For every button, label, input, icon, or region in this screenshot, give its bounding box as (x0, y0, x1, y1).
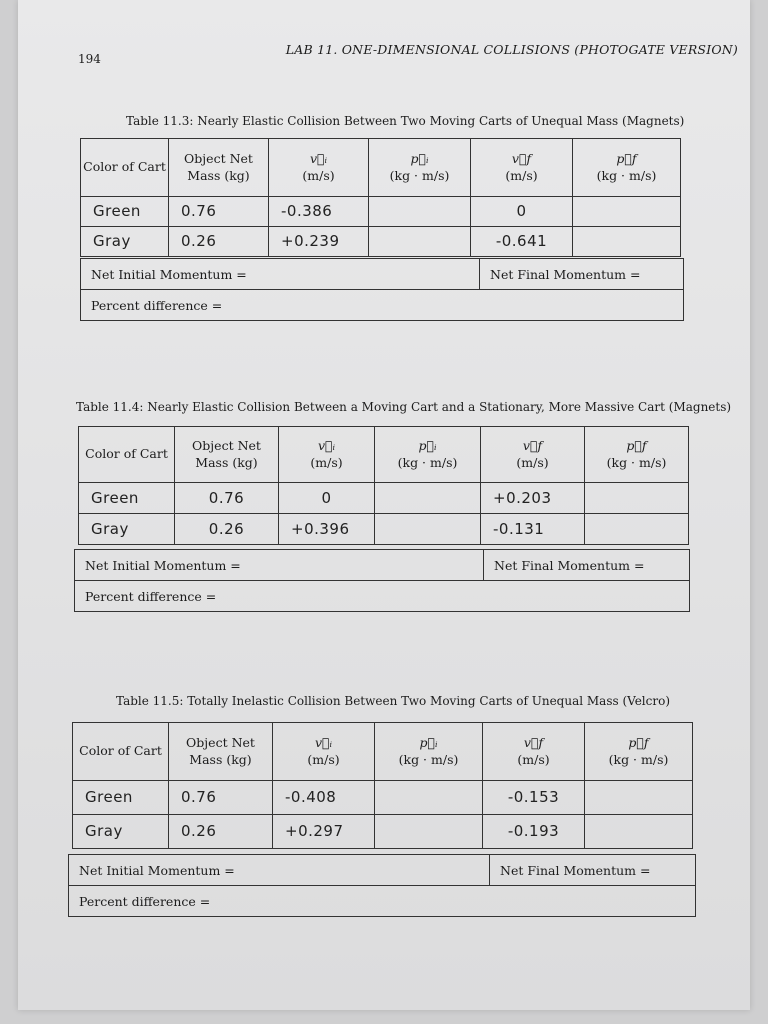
cell-mass[interactable]: 0.76 (175, 483, 279, 514)
pi-unit: (kg · m/s) (398, 751, 459, 767)
cell-color[interactable]: Green (81, 197, 169, 227)
pf-symbol: p⃗f (626, 437, 647, 453)
cell-mass[interactable]: 0.76 (169, 197, 269, 227)
cell-vi[interactable]: +0.396 (279, 514, 375, 545)
col-header-vi (273, 723, 375, 781)
cell-vf[interactable]: -0.131 (481, 514, 585, 545)
data-table-11-5 (72, 722, 693, 849)
cell-pi[interactable] (369, 227, 471, 257)
cell-vi[interactable]: +0.297 (273, 815, 375, 849)
cell-pi[interactable] (369, 197, 471, 227)
cell-color[interactable]: Green (73, 781, 169, 815)
vi-symbol: v⃗ᵢ (317, 437, 336, 453)
cell-mass[interactable]: 0.26 (169, 227, 269, 257)
cell-vi[interactable]: -0.408 (273, 781, 375, 815)
col-header-pf (585, 723, 693, 781)
pf-unit: (kg · m/s) (606, 454, 667, 470)
col-header-vi (279, 427, 375, 483)
cell-vf[interactable]: -0.193 (483, 815, 585, 849)
table-header-row (73, 723, 693, 781)
cell-pf[interactable] (585, 815, 693, 849)
table-caption: Table 11.4: Nearly Elastic Collision Between a Moving Cart and a Stationary, More Massive Cart (Magnets) (76, 400, 732, 414)
col-header-vi (269, 139, 369, 197)
table-header-row (79, 427, 689, 483)
cell-color[interactable]: Gray (73, 815, 169, 849)
table-row (73, 781, 693, 815)
col-header-pi (375, 427, 481, 483)
col-header-pi (369, 139, 471, 197)
pf-unit: (kg · m/s) (608, 751, 669, 767)
col-header-color: Color of Cart (73, 723, 169, 781)
net-initial-label: Net Initial Momentum = (85, 557, 241, 573)
cell-pf[interactable] (585, 514, 689, 545)
pi-unit: (kg · m/s) (389, 167, 450, 183)
cell-vf[interactable]: +0.203 (481, 483, 585, 514)
vi-unit: (m/s) (307, 751, 340, 767)
vi-unit: (m/s) (310, 454, 343, 470)
table-row (79, 483, 689, 514)
pi-symbol: p⃗ᵢ (418, 437, 437, 453)
pi-symbol: p⃗ᵢ (419, 734, 438, 750)
pf-symbol: p⃗f (616, 150, 637, 166)
net-final-label: Net Final Momentum = (483, 550, 689, 580)
cell-vf[interactable]: 0 (471, 197, 573, 227)
cell-pf[interactable] (573, 227, 681, 257)
vf-unit: (m/s) (516, 454, 549, 470)
momentum-summary (68, 854, 696, 917)
col-header-vf (481, 427, 585, 483)
col-header-mass: Object Net Mass (kg) (169, 723, 273, 781)
table-row (73, 815, 693, 849)
cell-vi[interactable]: 0 (279, 483, 375, 514)
data-table-11-3 (80, 138, 681, 257)
table-caption: Table 11.5: Totally Inelastic Collision Between Two Moving Carts of Unequal Mass (Velcro) (116, 694, 671, 708)
cell-vf[interactable]: -0.641 (471, 227, 573, 257)
vi-symbol: v⃗ᵢ (314, 734, 333, 750)
cell-pi[interactable] (375, 483, 481, 514)
document-page (18, 0, 750, 1010)
pi-symbol: p⃗ᵢ (410, 150, 429, 166)
vf-symbol: v⃗f (523, 734, 544, 750)
table-row (81, 227, 681, 257)
col-header-mass: Object Net Mass (kg) (175, 427, 279, 483)
table-header-row (81, 139, 681, 197)
data-table-11-4 (78, 426, 689, 545)
col-header-vf (471, 139, 573, 197)
col-header-pf (585, 427, 689, 483)
cell-color[interactable]: Green (79, 483, 175, 514)
vf-unit: (m/s) (505, 167, 538, 183)
col-header-color: Color of Cart (79, 427, 175, 483)
net-initial-label: Net Initial Momentum = (91, 266, 247, 282)
percent-diff-label: Percent difference = (79, 893, 211, 909)
vi-symbol: v⃗ᵢ (309, 150, 328, 166)
col-header-color: Color of Cart (81, 139, 169, 197)
cell-color[interactable]: Gray (81, 227, 169, 257)
pf-symbol: p⃗f (628, 734, 649, 750)
cell-color[interactable]: Gray (79, 514, 175, 545)
page-number: 194 (78, 52, 101, 66)
table-row (79, 514, 689, 545)
vf-unit: (m/s) (517, 751, 550, 767)
net-final-label: Net Final Momentum = (489, 855, 695, 885)
cell-mass[interactable]: 0.26 (169, 815, 273, 849)
cell-mass[interactable]: 0.76 (169, 781, 273, 815)
net-initial-label: Net Initial Momentum = (79, 862, 235, 878)
vf-symbol: v⃗f (522, 437, 543, 453)
cell-pf[interactable] (585, 483, 689, 514)
cell-vi[interactable]: +0.239 (269, 227, 369, 257)
table-row (81, 197, 681, 227)
vi-unit: (m/s) (302, 167, 335, 183)
cell-pi[interactable] (375, 514, 481, 545)
cell-pf[interactable] (573, 197, 681, 227)
cell-vi[interactable]: -0.386 (269, 197, 369, 227)
momentum-summary (80, 258, 684, 321)
percent-diff-label: Percent difference = (91, 297, 223, 313)
table-caption: Table 11.3: Nearly Elastic Collision Between Two Moving Carts of Unequal Mass (Magnets) (126, 114, 685, 128)
running-head: LAB 11. ONE-DIMENSIONAL COLLISIONS (PHOTOGATE VERSION) (285, 42, 738, 57)
pi-unit: (kg · m/s) (397, 454, 458, 470)
col-header-pi (375, 723, 483, 781)
col-header-vf (483, 723, 585, 781)
percent-diff-label: Percent difference = (85, 588, 217, 604)
vf-symbol: v⃗f (511, 150, 532, 166)
cell-vf[interactable]: -0.153 (483, 781, 585, 815)
momentum-summary (74, 549, 690, 612)
pf-unit: (kg · m/s) (596, 167, 657, 183)
cell-pi[interactable] (375, 815, 483, 849)
cell-mass[interactable]: 0.26 (175, 514, 279, 545)
cell-pi[interactable] (375, 781, 483, 815)
col-header-pf (573, 139, 681, 197)
net-final-label: Net Final Momentum = (479, 259, 683, 289)
col-header-mass: Object Net Mass (kg) (169, 139, 269, 197)
cell-pf[interactable] (585, 781, 693, 815)
